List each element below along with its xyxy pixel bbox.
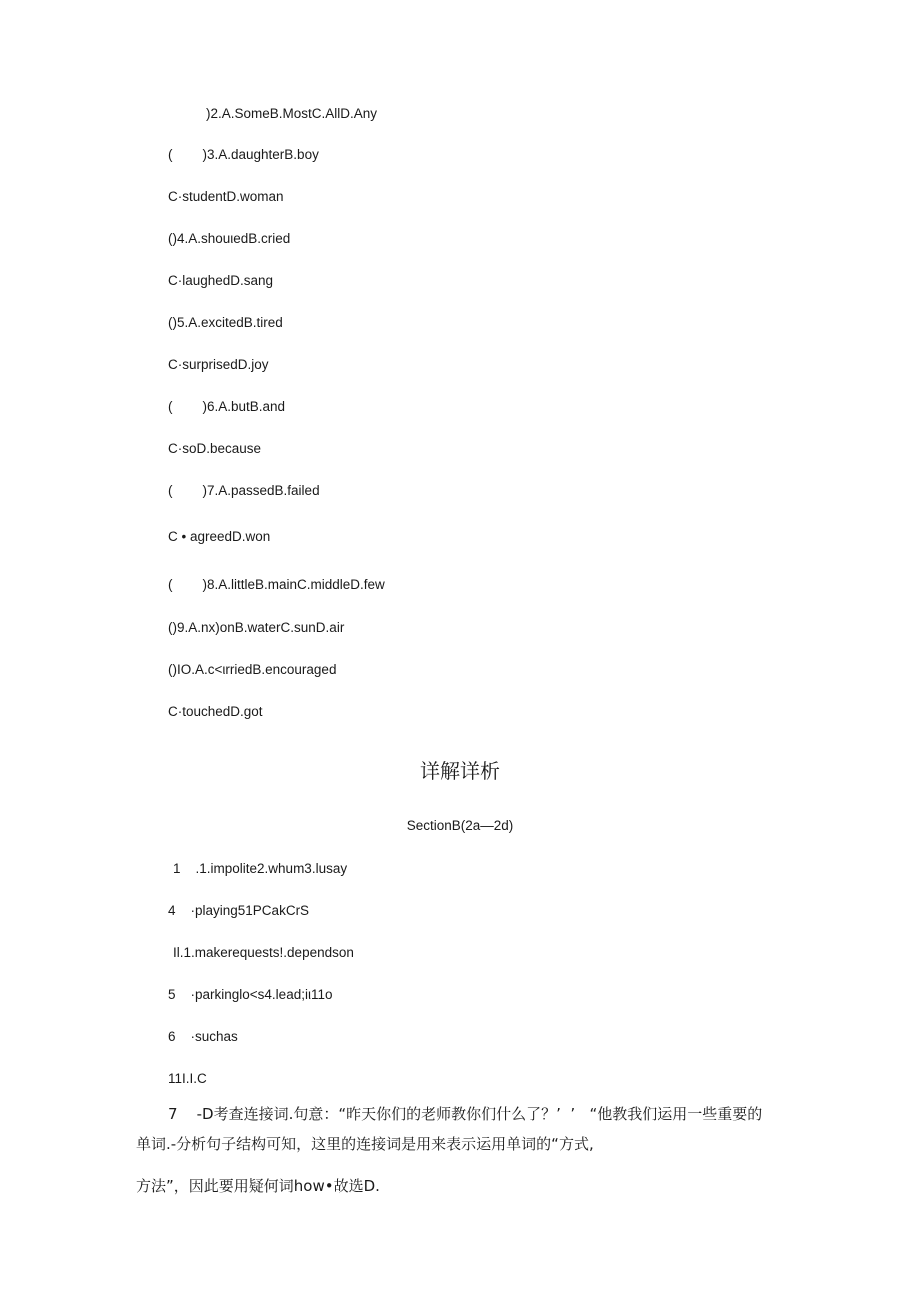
- explanation-line-2: 单词.-分析句子结构可知，这里的连接词是用来表示运用单词的“方式,: [136, 1135, 594, 1153]
- option-line-10-cont: C·touchedD.got: [168, 704, 263, 719]
- answer-line: 5 ·parkinglo<s4.lead;iι11o: [168, 987, 333, 1002]
- option-line-3-cont: C·studentD.woman: [168, 189, 284, 204]
- option-line-4: ()4.A.shouιedB.cried: [168, 231, 291, 246]
- section-subtitle: SectionB(2a—2d): [406, 818, 514, 833]
- option-line-10: ()IO.A.c<ιrriedB.encouraged: [168, 662, 337, 677]
- answer-line: 6 ·suchas: [168, 1029, 238, 1044]
- answer-line: 11I.I.C: [168, 1071, 207, 1086]
- option-line-5-cont: C·surprisedD.joy: [168, 357, 269, 372]
- explanation-line-3: 方法”，因此要用疑何词how•故选D.: [136, 1177, 380, 1195]
- option-line-9: ()9.A.nx)onB.waterC.sunD.air: [168, 620, 345, 635]
- option-line-5: ()5.A.excitedB.tired: [168, 315, 283, 330]
- section-title: 详解详析: [420, 759, 500, 783]
- answer-line: 4 ·playing51PCakCrS: [168, 903, 310, 918]
- option-line-8: ( )8.A.littleB.mainC.middleD.few: [168, 577, 385, 592]
- option-line-4-cont: C·laughedD.sang: [168, 273, 274, 288]
- option-line-3: ( )3.A.daughterB.boy: [168, 147, 319, 162]
- option-line-7: ( )7.A.passedB.failed: [168, 483, 320, 498]
- option-line-6-cont: C·soD.because: [168, 441, 262, 456]
- answer-line: 1 .1.impolite2.whum3.lusay: [173, 861, 348, 876]
- answer-line: Il.1.makerequests!.dependson: [173, 945, 354, 960]
- explanation-line-1: 7 -D考查连接词.句意：“昨天你们的老师教你们什么了？’ ’ “他教我们运用一些重要的: [168, 1105, 763, 1123]
- option-line-2: )2.A.SomeB.MostC.AllD.Any: [206, 106, 378, 121]
- option-line-6: ( )6.A.butB.and: [168, 399, 286, 414]
- option-line-7-cont: C • agreedD.won: [168, 529, 271, 544]
